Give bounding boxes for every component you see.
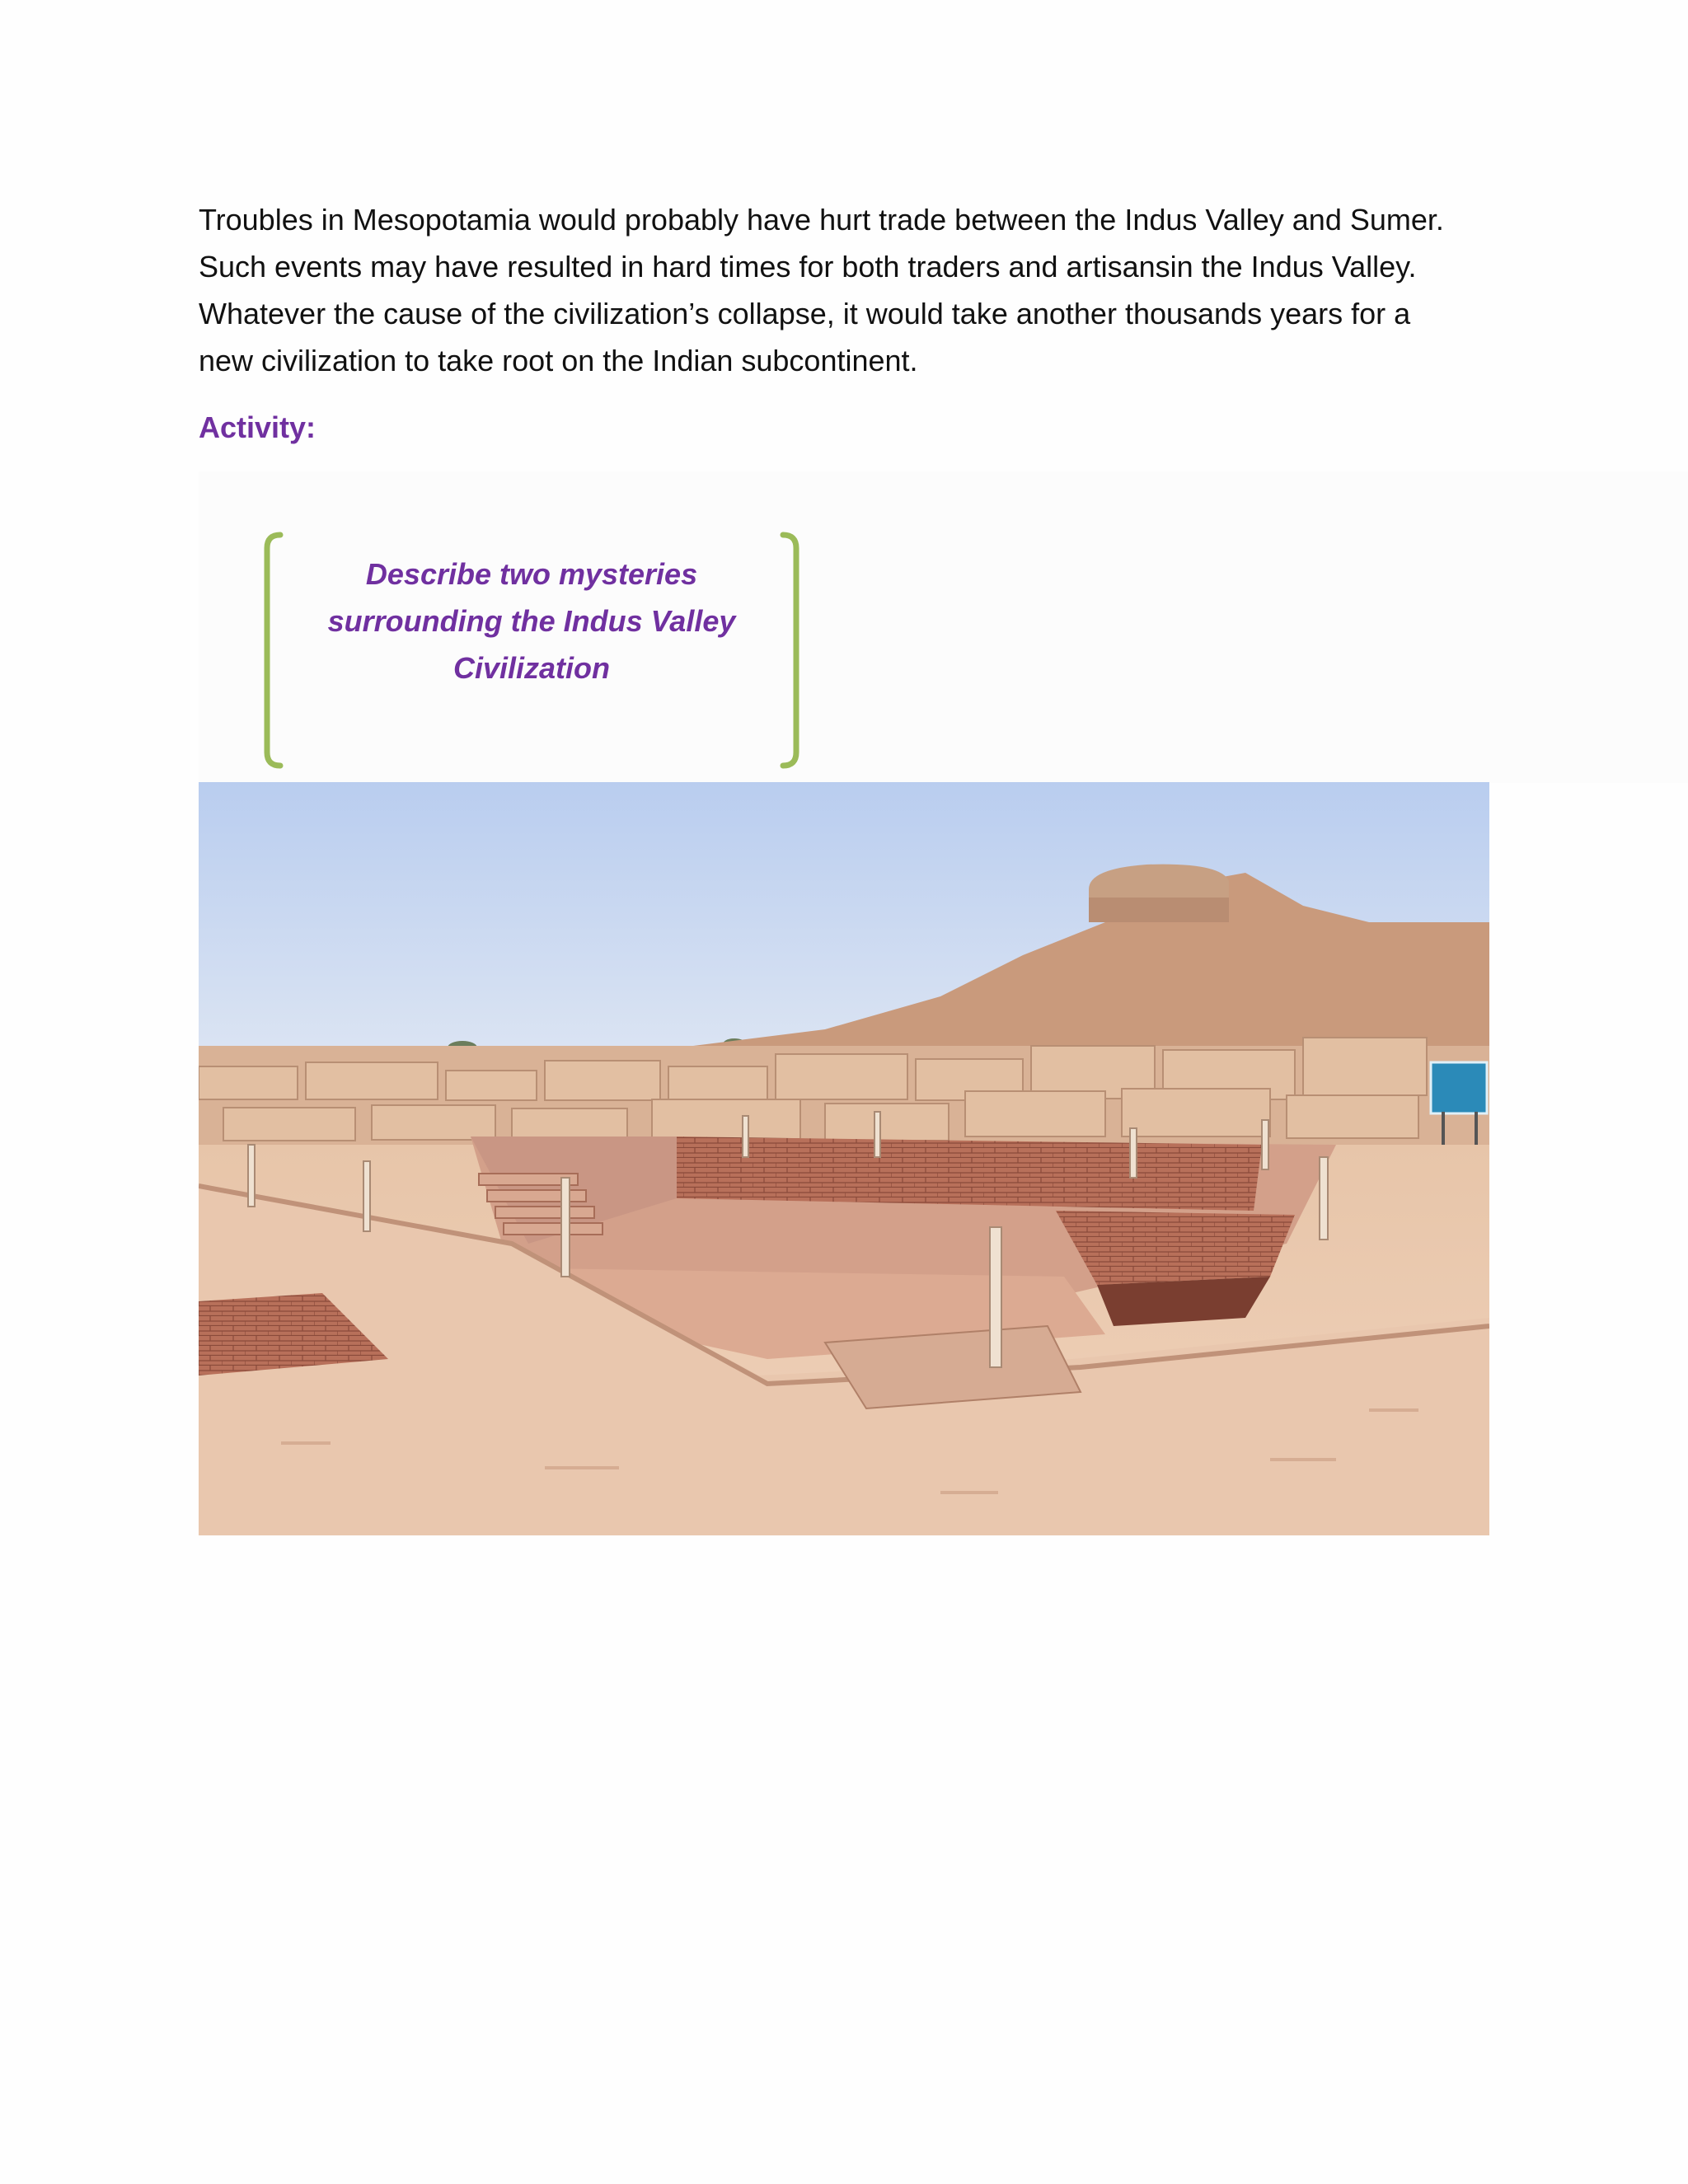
body-line-1: Troubles in Mesopotamia would probably have hurt trade between the Indus Valley and Sumer. xyxy=(199,203,1444,237)
activity-prompt-line-2: surrounding the Indus Valley xyxy=(327,604,736,638)
activity-heading: Activity: xyxy=(199,410,316,444)
body-line-4: new civilization to take root on the Indian subcontinent. xyxy=(199,344,918,377)
body-line-2: Such events may have resulted in hard times for both traders and artisansin the Indus Valley. xyxy=(199,250,1417,284)
ruins-photo-illustration xyxy=(199,782,1489,1535)
activity-prompt-line-3: Civilization xyxy=(452,651,611,685)
activity-prompt-line-1: Describe two mysteries xyxy=(365,557,698,591)
left-bracket-icon xyxy=(262,532,284,769)
right-bracket-icon xyxy=(780,532,801,769)
ruins-photo xyxy=(199,782,1489,1535)
body-paragraph xyxy=(199,196,1501,384)
activity-prompt xyxy=(297,551,767,691)
body-line-3: Whatever the cause of the civilization’s collapse, it would take another thousands years for a xyxy=(199,297,1411,330)
